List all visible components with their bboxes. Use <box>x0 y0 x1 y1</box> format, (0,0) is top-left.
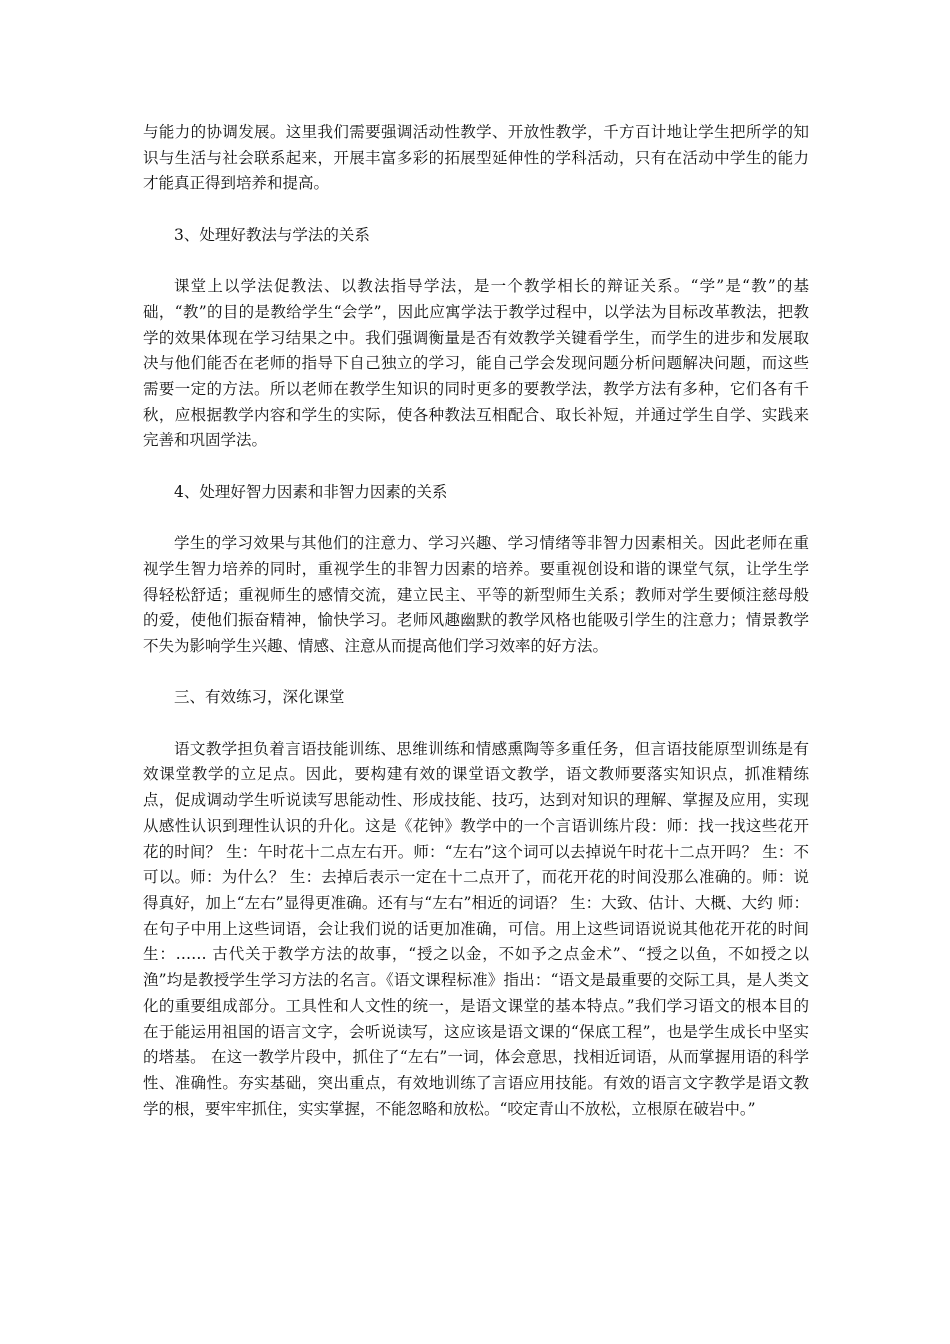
section-heading-3: 3、处理好教法与学法的关系 <box>174 225 370 244</box>
paragraph-gap <box>143 711 809 737</box>
paragraph-gap <box>143 660 809 686</box>
paragraph-continuation: 与能力的协调发展。这里我们需要强调活动性教学、开放性教学，千方百计地让学生把所学的知识与生活与社会联系起来，开展丰富多彩的拓展型延伸性的学科活动，只有在活动中学生的能力才能真正得到培养和提高。 <box>143 123 809 193</box>
paragraph-gap <box>143 506 809 532</box>
paragraph-effective-practice: 语文教学担负着言语技能训练、思维训练和情感熏陶等多重任务，但言语技能原型训练是有效课堂教学的立足点。因此，要构建有效的课堂语文教学，语文教师要落实知识点，抓准精练点，促成调动学生听说读写思能动性、形成技能、技巧，达到对知识的理解、掌握及应用，实现从感性认识到理性认识的升化。这是《花钟》教学中的一个言语训练片段：师：找一找这些花开花的时间？ 生：午时花十二点左右开。师：“左右”这个词可以去掉说午时花十二点开吗？ 生：不可以。师：为什么？ 生：去掉后表示一定在十二点开了，而花开花的时间没那么准确的。师：说得真好，加上“左右”显得更准确。还有与“左右”相近的词语？ 生：大致、估计、大概、大约 师：在句子中用上这些词语，会让我们说的话更加准确，可信。用上这些词语说说其他花开花的时间生：…… 古代关于教学方法的故事，“授之以金，不如予之点金术”、“授之以鱼，不如授之以渔”均是教授学生学习方法的名言。《语文课程标准》指出：“语文是最重要的交际工具，是人类文化的重要组成部分。工具性和人文性的统一，是语文课堂的基本特点。”我们学习语文的根本目的在于能运用祖国的语言文字，会听说读写，这应该是语文课的“保底工程”，也是学生成长中坚实的塔基。 在这一教学片段中，抓住了“左右”一词，体会意思，找相近词语，从而掌握用语的科学性、准确性。夯实基础，突出重点，有效地训练了言语应用技能。有效的语言文字教学是语文教学的根，要牢牢抓住，实实掌握，不能忽略和放松。“咬定青山不放松，立根原在破岩中。” <box>143 739 809 1118</box>
paragraph-gap <box>143 197 809 223</box>
paragraph-non-intellectual-factors: 学生的学习效果与其他们的注意力、学习兴趣、学习情绪等非智力因素相关。因此老师在重视学生智力培养的同时，重视学生的非智力因素的培养。要重视创设和谐的课堂气氛，让学生学得轻松舒适；重视师生的感情交流，建立民主、平等的新型师生关系；教师对学生要倾注慈母般的爱，使他们振奋精神，愉快学习。老师风趣幽默的教学风格也能吸引学生的注意力；情景教学不失为影响学生兴趣、情感、注意从而提高他们学习效率的好方法。 <box>143 534 809 655</box>
paragraph-teaching-learning-methods: 课堂上以学法促教法、以教法指导学法，是一个教学相长的辩证关系。“学”是“教”的基础，“教”的目的是教给学生“会学”，因此应寓学法于教学过程中，以学法为目标改革教法，把教学的效果体现在学习结果之中。我们强调衡量是否有效教学关键看学生，而学生的进步和发展取决与他们能否在老师的指导下自己独立的学习，能自己学会发现问题分析问题解决问题，而这些需要一定的方法。所以老师在教学生知识的同时更多的要教学法，教学方法有多种，它们各有千秋，应根据教学内容和学生的实际，使各种教法互相配合、取长补短，并通过学生自学、实践来完善和巩固学法。 <box>143 277 809 450</box>
chapter-heading-3: 三、有效练习，深化课堂 <box>174 688 345 707</box>
paragraph-gap <box>143 454 809 480</box>
document-body <box>143 120 809 1122</box>
paragraph-gap <box>143 249 809 275</box>
section-heading-4: 4、处理好智力因素和非智力因素的关系 <box>174 482 448 501</box>
